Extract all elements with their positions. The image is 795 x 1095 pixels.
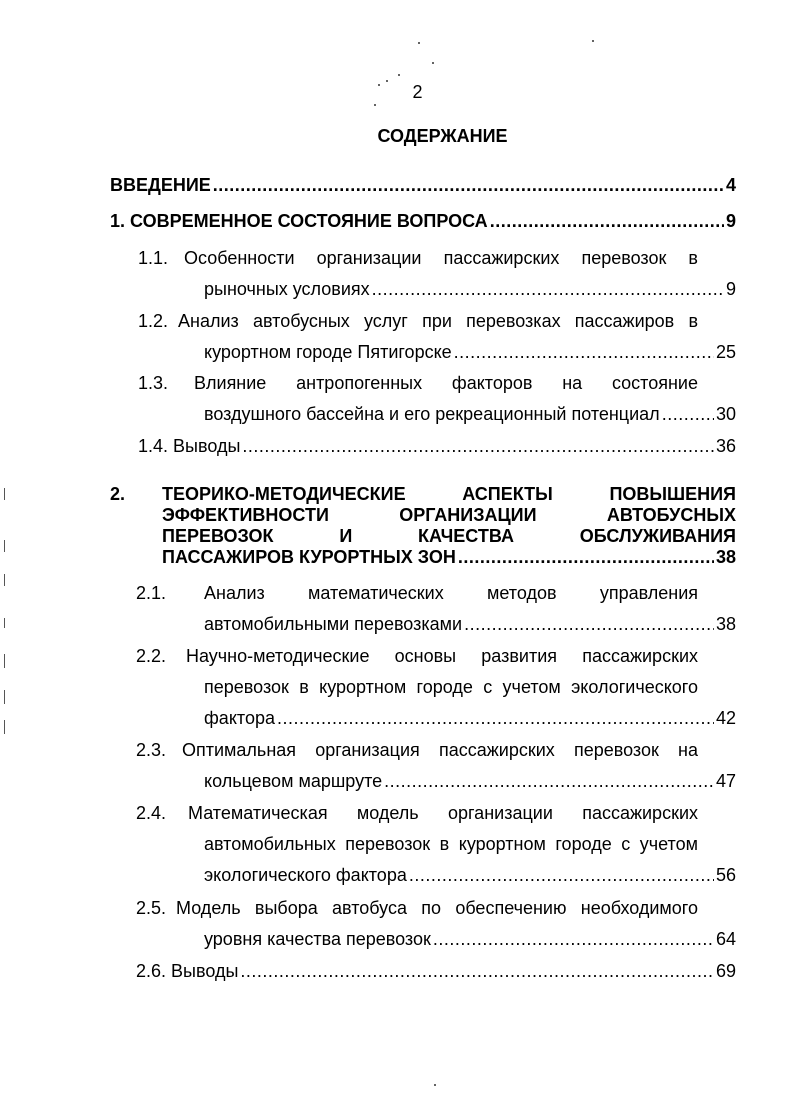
toc-entry-2-3[interactable] xyxy=(136,735,736,797)
toc-entry-number: 1.2. xyxy=(138,311,169,331)
leader-dots xyxy=(409,860,714,891)
toc-entry-text: 2.6. Выводы xyxy=(136,961,239,981)
leader-dots xyxy=(433,924,714,955)
toc-entry-number: 2. xyxy=(110,484,126,504)
toc-entry-text: Модель выбора автобуса по обеспечению необходимого xyxy=(176,898,698,918)
toc-page-number: 4 xyxy=(725,175,736,195)
toc-entry-number: 2.2. xyxy=(136,646,167,666)
toc-entry-2-2[interactable] xyxy=(136,641,736,734)
margin-mark xyxy=(4,690,5,704)
toc-entry-1-1[interactable] xyxy=(138,243,736,305)
toc-entry-text: кольцевом маршруте xyxy=(204,771,383,791)
toc-entry-text: ПЕРЕВОЗОК И КАЧЕСТВА ОБСЛУЖИВАНИЯ xyxy=(162,526,736,546)
toc-page-number: 38 xyxy=(715,614,736,634)
toc-entry-number: 2.1. xyxy=(136,583,167,603)
toc-entry-text: экологического фактора xyxy=(204,865,407,885)
toc-entry-number: 1.1. xyxy=(138,248,169,268)
toc-entry-text: курортном городе Пятигорске xyxy=(204,342,452,362)
toc-page-number: 42 xyxy=(715,708,736,728)
scan-speck xyxy=(432,62,434,64)
scan-speck xyxy=(398,74,400,76)
toc-page-number: 69 xyxy=(715,961,736,981)
toc-page-number: 64 xyxy=(715,929,736,949)
toc-entry-text: Математическая модель организации пассажирских xyxy=(188,803,698,823)
toc-entry-text: автомобильных перевозок в курортном городе с учетом xyxy=(204,834,698,854)
leader-dots xyxy=(372,274,724,305)
page-title: СОДЕРЖАНИЕ xyxy=(377,126,508,146)
toc-entry-1-2[interactable] xyxy=(138,306,736,368)
toc-entry-text: ЭФФЕКТИВНОСТИ ОРГАНИЗАЦИИ АВТОБУСНЫХ xyxy=(162,505,736,525)
toc-entry-2-1[interactable] xyxy=(136,578,736,640)
margin-mark xyxy=(4,720,5,734)
margin-mark xyxy=(4,618,5,628)
toc-entry-text: фактора xyxy=(204,708,275,728)
toc-entry-text: ПАССАЖИРОВ КУРОРТНЫХ ЗОН xyxy=(162,547,456,567)
toc-entry-intro[interactable] xyxy=(110,170,736,201)
toc-page-number: 56 xyxy=(715,865,736,885)
leader-dots xyxy=(464,609,714,640)
toc-entry-label: 1. СОВРЕМЕННОЕ СОСТОЯНИЕ ВОПРОСА xyxy=(110,211,488,231)
toc-entry-2-6[interactable] xyxy=(136,956,736,987)
toc-entry-text: ТЕОРИКО-МЕТОДИЧЕСКИЕ АСПЕКТЫ ПОВЫШЕНИЯ xyxy=(162,484,736,504)
toc-entry-2-4[interactable] xyxy=(136,798,736,891)
margin-mark xyxy=(4,574,5,586)
toc-entry-2-5[interactable] xyxy=(136,893,736,955)
scan-speck xyxy=(434,1084,436,1086)
toc-page-number: 38 xyxy=(715,547,736,567)
leader-dots xyxy=(277,703,714,734)
scan-speck xyxy=(592,40,594,42)
margin-mark xyxy=(4,654,5,668)
leader-dots xyxy=(240,956,714,987)
toc-entry-chapter-1[interactable] xyxy=(110,206,736,237)
toc-entry-text: уровня качества перевозок xyxy=(204,929,431,949)
leader-dots xyxy=(458,547,714,568)
toc-entry-text: Влияние антропогенных факторов на состояние xyxy=(194,373,698,393)
leader-dots xyxy=(242,431,714,462)
toc-entry-number: 1.3. xyxy=(138,373,169,393)
leader-dots xyxy=(662,399,714,430)
toc-entry-text: 1.4. Выводы xyxy=(138,436,241,456)
toc-page-number: 30 xyxy=(715,404,736,424)
toc-entry-number: 2.3. xyxy=(136,740,167,760)
margin-mark xyxy=(4,540,5,552)
toc-entry-label: ВВЕДЕНИЕ xyxy=(110,175,211,195)
toc-entry-number: 2.4. xyxy=(136,803,167,823)
toc-entry-text: Особенности организации пассажирских перевозок в xyxy=(184,248,698,268)
toc-entry-1-3[interactable] xyxy=(138,368,736,430)
toc-entry-chapter-2[interactable] xyxy=(110,484,736,568)
leader-dots xyxy=(490,206,724,237)
leader-dots xyxy=(454,337,714,368)
toc-page-number: 47 xyxy=(715,771,736,791)
margin-mark xyxy=(4,488,5,500)
toc-page-number: 9 xyxy=(725,279,736,299)
toc-page-number: 36 xyxy=(715,436,736,456)
scan-speck xyxy=(374,104,376,106)
page-number: 2 xyxy=(412,82,423,102)
toc-entry-text: Оптимальная организация пассажирских перевозок на xyxy=(182,740,698,760)
toc-entry-text: рыночных условиях xyxy=(204,279,370,299)
leader-dots xyxy=(213,170,724,201)
toc-entry-number: 2.5. xyxy=(136,898,167,918)
toc-entry-1-4[interactable] xyxy=(138,431,736,462)
leader-dots xyxy=(384,766,714,797)
toc-entry-text: Анализ математических методов управления xyxy=(204,583,698,603)
toc-entry-text: перевозок в курортном городе с учетом экологического xyxy=(204,677,698,697)
toc-page-number: 9 xyxy=(725,211,736,231)
toc-entry-text: воздушного бассейна и его рекреационный потенциал xyxy=(204,404,660,424)
toc-entry-text: Анализ автобусных услуг при перевозках пассажиров в xyxy=(178,311,698,331)
toc-page-number: 25 xyxy=(715,342,736,362)
scan-speck xyxy=(418,42,420,44)
toc-entry-text: Научно-методические основы развития пассажирских xyxy=(186,646,698,666)
toc-entry-text: автомобильными перевозками xyxy=(204,614,463,634)
